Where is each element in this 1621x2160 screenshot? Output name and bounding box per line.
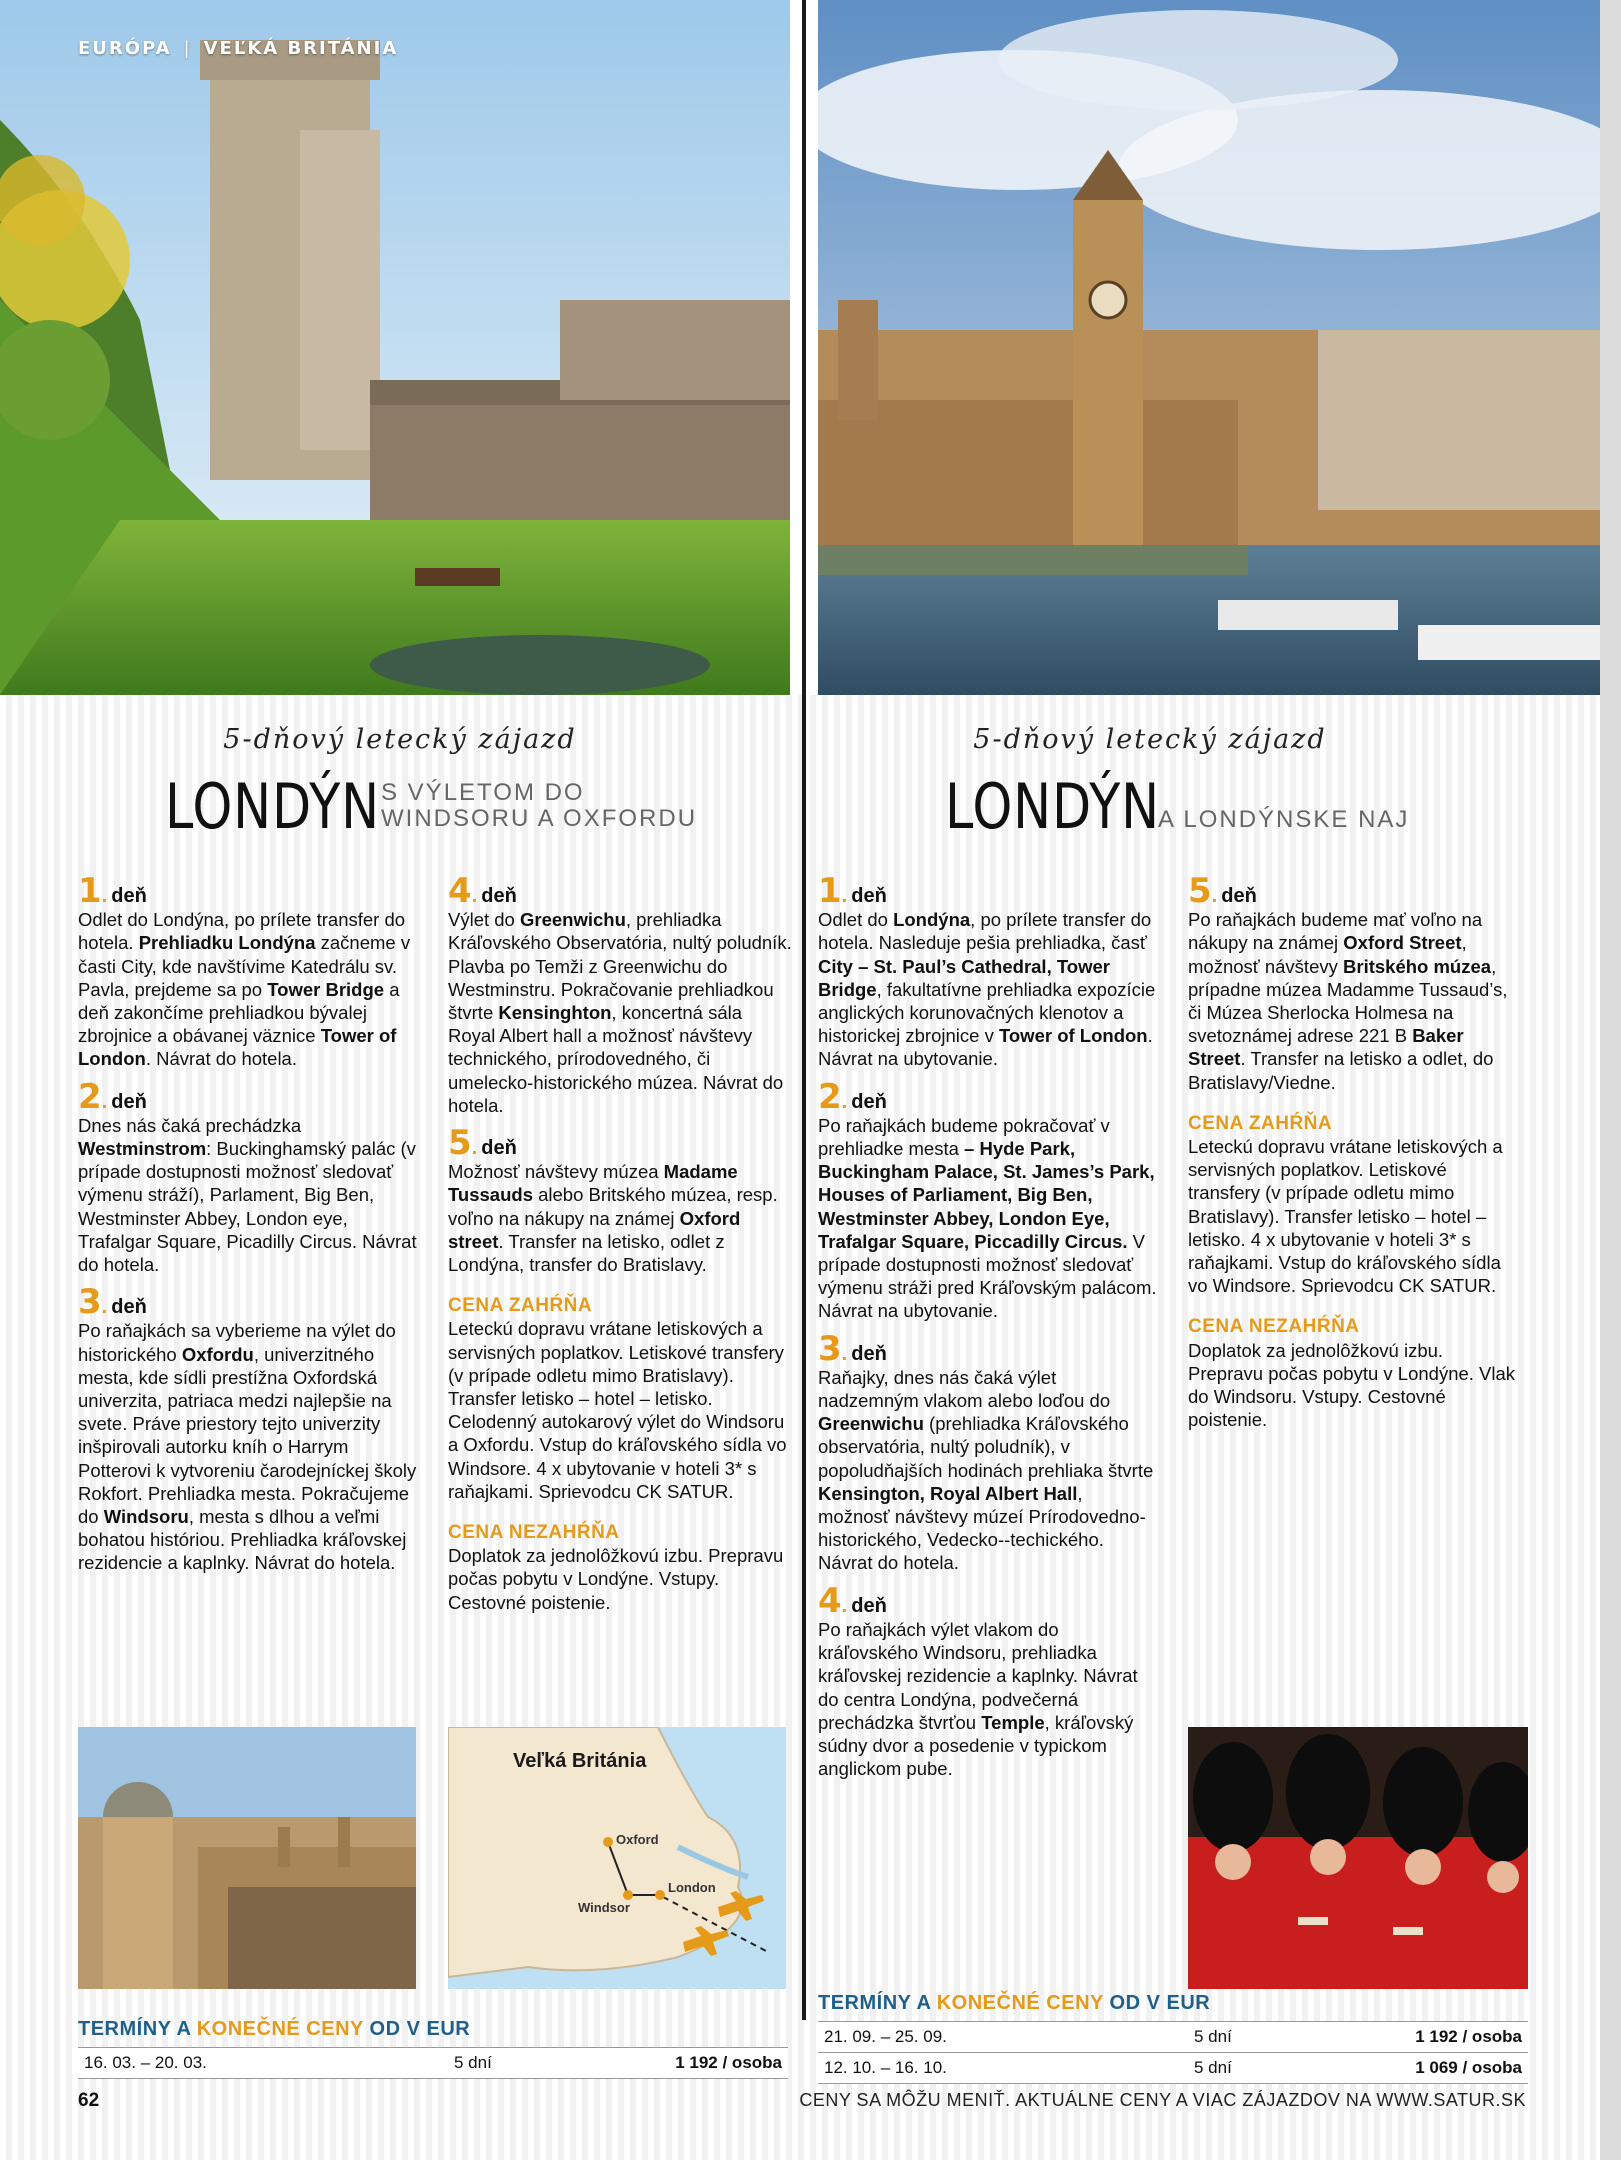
table-row: 12. 10. – 16. 10. 5 dní 1 069 / osoba <box>818 2052 1528 2084</box>
left-day-2-heading: 2 . deň <box>78 1076 147 1117</box>
left-day-3-text: Po raňajkách sa vyberieme na výlet do historického Oxfordu, univerzitného mesta, kde sídli prestížna Oxfordská univerzita, patriaca medzi najlepšie na svete. Práve priestory tejto univerzity inšpirovali autorku kníh o Harrym Potterovi k vytvoreniu čarodejníckej školy Rokfort. Prehliadka mesta. Pokračujeme do Windsoru, mesta s dlhou a veľmi bohatou históriou. Prehliadka kráľovskej rezidencie a kaplnky. Návrat do hotela. <box>78 1320 417 1574</box>
footer-note: CENY SA MÔŽU MENIŤ. AKTUÁLNE CENY A VIAC ZÁJAZDOV NA WWW.SATUR.SK <box>799 2090 1526 2110</box>
left-day-1-text: Odlet do Londýna, po prílete transfer do hotela. Prehliadku Londýna začneme v časti City, kde navštívime Katedrálu sv. Pavla, prejdeme sa po Tower Bridge a deň zakončíme prehliadkou bývalej zbrojnice a obávanej väznice Tower of London. Návrat do hotela. <box>78 909 411 1070</box>
left-day-4-heading: 4 . deň <box>448 871 517 911</box>
right-day-1-text: Odlet do Londýna, po prílete transfer do hotela. Nasleduje pešia prehliadka, časť City – St. Paul’s Cathedral, Tower Bridge, fakultatívne prehliadka expozície anglických korunovačných klenotov a historickej zbrojnice v Tower of London. Návrat na ubytovanie. <box>818 909 1156 1070</box>
page-number: 62 <box>78 2090 100 2111</box>
right-day-4-text: Po raňajkách výlet vlakom do kráľovského Windsoru, prehliadka kráľovskej rezidencie a kaplnky. Návrat do centra Londýna, podvečerná prechádzka štvrťou Temple, kráľovský súdny dvor a posedenie v typickom anglickom pube. <box>818 1618 1138 1780</box>
right-day-2-text: Po raňajkách budeme pokračovať v prehliadke mesta – Hyde Park, Buckingham Palace, St. James’s Park, Houses of Parliament, Big Ben, Westminster Abbey, London Eye, Trafalgar Square, Piccadilly Circus. V prípade dostupnosti možnosť sledovať výmenu stráži pred Kráľovským palácom. Návrat na ubytovanie. <box>818 1114 1157 1322</box>
left-itinerary-col1 <box>78 871 418 1575</box>
right-day-5-text: Po raňajkách budeme mať voľno na nákupy na známej Oxford Street, možnosť návštevy Britského múzea, prípadne múzea Madamme Tussaud’s, či Múzea Sherlocka Holmesa na svetoznámej adrese 221 B Baker Street. Transfer na letisko a odlet, do Bratislavy/Viedne. <box>1188 909 1508 1093</box>
left-day-2-text: Dnes nás čaká prechádzka Westminstrom: Buckinghamský palác (v prípade dostupnosti možnosť sledovať výmenu stráží), Parlament, Big Ben, Westminster Abbey, London eye, Trafalgar Square, Picadilly Circus. Návrat do hotela. <box>78 1114 417 1276</box>
left-price-excluded-text: Doplatok za jednolôžkovú izbu. Prepravu počas pobytu v Londýne. Vstupy. Cestovné poistenie. <box>448 1545 784 1613</box>
left-title-tag <box>381 780 697 832</box>
left-price-table-heading: TERMÍNY A KONEČNÉ CENY OD V EUR <box>78 2018 471 2040</box>
left-title-tag-line2: WINDSORU A OXFORDU <box>381 805 698 832</box>
right-title: LONDÝN <box>945 770 1160 843</box>
right-day-4-heading: 4 . deň <box>818 1580 887 1621</box>
map-label-windsor: Windsor <box>578 1900 630 1915</box>
breadcrumb-separator: | <box>183 38 192 59</box>
map-label-london: London <box>668 1880 716 1895</box>
left-price-included-heading: CENA ZAHŔŇA <box>448 1295 593 1317</box>
right-price-excluded-text: Doplatok za jednolôžkovú izbu. Prepravu počas pobytu v Londýne. Vlak do Windsoru. Vstupy. Cestovné poistenie. <box>1188 1339 1516 1431</box>
right-day-3-text: Raňajky, dnes nás čaká výlet nadzemným vlakom alebo loďou do Greenwichu (prehliadka Kráľovského observatória, nultý poludník), v popoludňajších hodinách prehliaka štvrte Kensington, Royal Albert Hall, možnosť návštevy múzeí Prírodovedno-historického, Vedecko--techického. Návrat do hotela. <box>818 1366 1154 1574</box>
breadcrumb <box>78 38 398 59</box>
left-title-tag-line1: S VÝLETOM DO <box>381 779 585 806</box>
windsor-castle-photo <box>0 0 790 695</box>
right-day-2-heading: 2 . deň <box>818 1076 887 1117</box>
oxford-photo <box>78 1727 416 1989</box>
left-price-table <box>78 2018 788 2079</box>
table-row: 16. 03. – 20. 03. 5 dní 1 192 / osoba <box>78 2047 788 2079</box>
left-day-4-text: Výlet do Greenwichu, prehliadka Kráľovského Observatória, nultý poludník. Plavba po Temži z Greenwichu do Westminstru. Pokračovanie prehliadkou štvrte Kensinghton, koncertná sála Royal Albert hall a možnosť návštevy technického, prírodovedného, či umelecko-historického múzea. Návrat do hotela. <box>448 909 792 1116</box>
right-price-table-heading: TERMÍNY A KONEČNÉ CENY OD V EUR <box>818 1992 1211 2014</box>
london-marker <box>655 1890 665 1900</box>
left-title: LONDÝN <box>165 770 380 843</box>
right-price-included-text: Leteckú dopravu vrátane letiskových a servisných poplatkov. Letiskové transfery (v prípade odletu mimo Bratislavy). Transfer letisko – hotel – letisko. 4 x ubytovanie v hoteli 3* s raňajkami. Vstup do kráľovského sídla vo Windsore. Sprievodcu CK SATUR. <box>1188 1136 1503 1297</box>
map-title: Veľká Británia <box>513 1750 647 1772</box>
left-day-5-text: Možnosť návštevy múzea Madame Tussauds alebo Britského múzea, resp. voľno na nákupy na známej Oxford street. Transfer na letisko, odlet z Londýna, transfer do Bratislavy. <box>448 1161 778 1276</box>
left-price-included-text: Leteckú dopravu vrátane letiskových a servisných poplatkov. Letiskové transfery (v prípade odletu mimo Bratislavy). Transfer letisko – hotel – letisko. Celodenný autokarový výlet do Windsoru a Oxfordu. Vstup do kráľovského sídla vo Windsore. 4 x ubytovanie v hoteli 3* s raňajkami. Sprievodcu CK SATUR. <box>448 1318 787 1502</box>
right-itinerary-col2 <box>1188 871 1518 1431</box>
left-day-1-heading: 1 . deň <box>78 871 147 911</box>
oxford-marker <box>603 1837 613 1847</box>
map-label-oxford: Oxford <box>616 1832 659 1847</box>
table-row: 21. 09. – 25. 09. 5 dní 1 192 / osoba <box>818 2021 1528 2052</box>
right-price-table <box>818 1992 1528 2084</box>
left-itinerary-col2 <box>448 871 793 1614</box>
left-day-5-heading: 5 . deň <box>448 1123 517 1164</box>
right-day-3-heading: 3 . deň <box>818 1328 887 1369</box>
left-subtitle: 5-dňový letecký zájazd <box>223 724 577 755</box>
left-day-3-heading: 3 . deň <box>78 1282 147 1323</box>
page-edge <box>1600 0 1621 2160</box>
royal-guards-photo <box>1188 1727 1528 1989</box>
right-day-5-heading: 5 . deň <box>1188 871 1257 911</box>
right-day-1-heading: 1 . deň <box>818 871 887 911</box>
westminster-photo <box>818 0 1621 695</box>
right-title-tag: A LONDÝNSKE NAJ <box>1158 806 1410 833</box>
windsor-marker <box>623 1890 633 1900</box>
right-itinerary-col1 <box>818 871 1158 1780</box>
column-divider <box>802 0 806 2020</box>
right-subtitle: 5-dňový letecký zájazd <box>973 724 1327 755</box>
right-price-excluded-heading: CENA NEZAHŔŇA <box>1188 1316 1360 1338</box>
left-price-excluded-heading: CENA NEZAHŔŇA <box>448 1522 620 1544</box>
right-price-included-heading: CENA ZAHŔŇA <box>1188 1112 1333 1134</box>
breadcrumb-country: VEĽKÁ BRITÁNIA <box>203 38 399 59</box>
breadcrumb-region: EURÓPA <box>78 38 172 59</box>
uk-map <box>448 1727 786 1989</box>
